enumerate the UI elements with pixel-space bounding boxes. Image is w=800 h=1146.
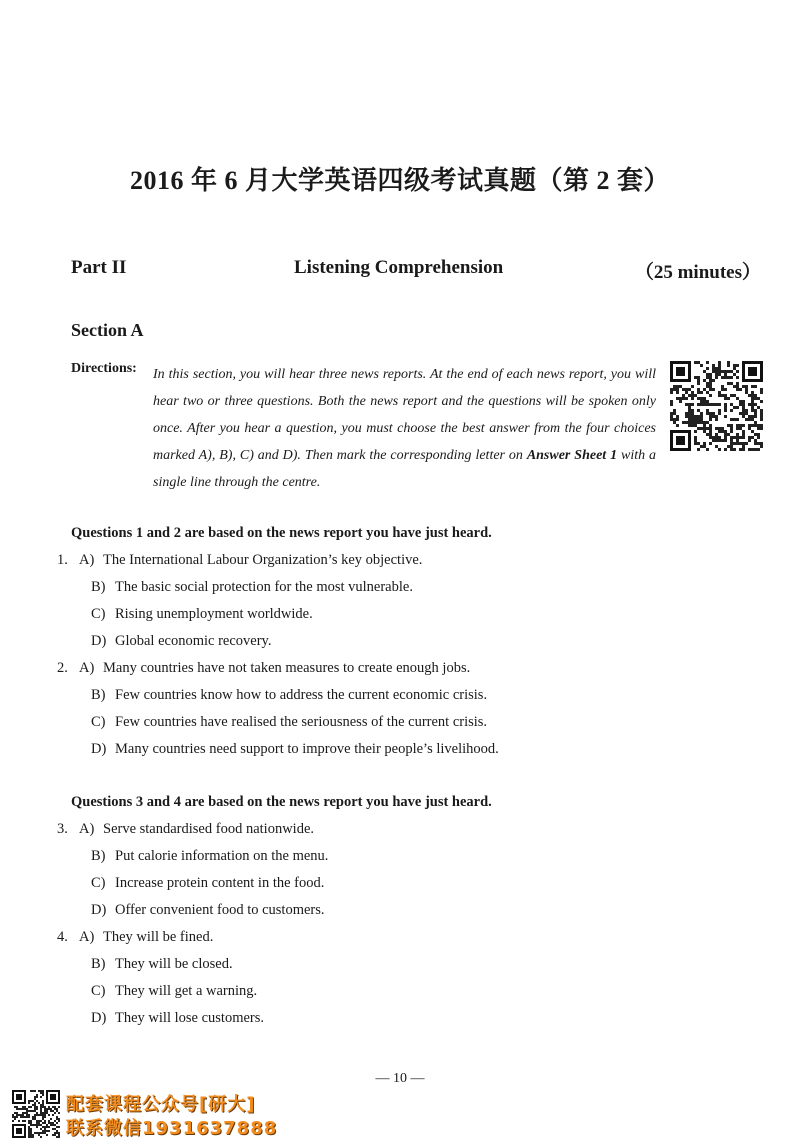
option-letter: D) — [91, 741, 107, 757]
option-text: They will get a warning. — [115, 983, 258, 999]
question-number: 4. — [57, 929, 68, 945]
question-number: 2. — [57, 660, 68, 676]
option-text: They will lose customers. — [115, 1010, 265, 1026]
directions-text-end: with a single line through the centre. — [153, 448, 656, 490]
question-option-3c — [71, 870, 731, 897]
question-option-1c — [71, 601, 731, 628]
option-text: Serve standardised food nationwide. — [103, 821, 315, 837]
watermark-line-2: 联系微信1931637888 — [66, 1118, 278, 1139]
question-option-2b — [71, 682, 731, 709]
option-text: Many countries need support to improve their people’s livelihood. — [115, 741, 499, 757]
option-text: Put calorie information on the menu. — [115, 848, 329, 864]
option-text: The basic social protection for the most vulnerable. — [115, 579, 413, 595]
option-letter: C) — [91, 714, 106, 730]
question-option-4a — [57, 924, 731, 951]
page-number: — 10 — — [375, 1071, 425, 1086]
option-letter: C) — [91, 875, 106, 891]
option-text: Many countries have not taken measures to create enough jobs. — [103, 660, 471, 676]
question-option-1d — [71, 628, 731, 655]
directions-block — [71, 361, 656, 496]
qr-code-icon — [670, 361, 765, 451]
option-letter: A) — [79, 821, 95, 837]
option-letter: B) — [91, 579, 106, 595]
question-1 — [57, 547, 731, 655]
section-heading: Section A — [71, 320, 144, 340]
question-option-3b — [71, 843, 731, 870]
option-text: Rising unemployment worldwide. — [115, 606, 313, 622]
question-option-2a — [57, 655, 731, 682]
question-group-heading: Questions 3 and 4 are based on the news report you have just heard. — [71, 794, 492, 810]
option-letter: B) — [91, 687, 106, 703]
option-letter: C) — [91, 606, 106, 622]
option-letter: D) — [91, 902, 107, 918]
option-text: Few countries know how to address the current economic crisis. — [115, 687, 488, 703]
page-title: 2016 年 6 月大学英语四级考试真题（第 2 套） — [129, 166, 670, 195]
question-3 — [57, 816, 731, 924]
question-4 — [57, 924, 731, 1032]
part-label: Part II — [71, 257, 127, 278]
directions-label: Directions: — [71, 361, 137, 376]
question-number: 1. — [57, 552, 68, 568]
question-option-3a — [57, 816, 731, 843]
question-option-4b — [71, 951, 731, 978]
option-text: The International Labour Organization’s key objective. — [103, 552, 423, 568]
watermark — [12, 1090, 312, 1140]
option-letter: D) — [91, 1010, 107, 1026]
question-option-1b — [71, 574, 731, 601]
question-group-1 — [57, 520, 731, 763]
option-letter: B) — [91, 956, 106, 972]
option-letter: A) — [79, 929, 95, 945]
part-header — [71, 257, 761, 287]
option-letter: B) — [91, 848, 106, 864]
watermark-line-1: 配套课程公众号[研大] — [66, 1094, 256, 1115]
question-group-2 — [57, 789, 731, 1032]
answer-sheet-reference: Answer Sheet 1 — [526, 448, 618, 463]
option-text: Increase protein content in the food. — [115, 875, 325, 891]
option-text: Global economic recovery. — [115, 633, 272, 649]
question-option-4d — [71, 1005, 731, 1032]
directions-text — [153, 361, 656, 496]
part-title: Listening Comprehension — [294, 257, 504, 278]
option-text: Offer convenient food to customers. — [115, 902, 325, 918]
question-option-4c — [71, 978, 731, 1005]
question-2 — [57, 655, 731, 763]
question-option-3d — [71, 897, 731, 924]
question-number: 3. — [57, 821, 68, 837]
option-letter: C) — [91, 983, 106, 999]
question-group-heading: Questions 1 and 2 are based on the news report you have just heard. — [71, 525, 492, 541]
option-text: They will be closed. — [115, 956, 233, 972]
option-text: Few countries have realised the seriousness of the current crisis. — [115, 714, 488, 730]
directions-text-main: In this section, you will hear three news reports. At the end of each news report, you will hear two or three questions. Both the news report and the questions will be spoken only once. After you hear a question, you must choose the best answer from the four choices marked A), B), C) and D). Then mark the corresponding letter on — [153, 367, 656, 463]
option-text: They will be fined. — [103, 929, 214, 945]
part-time: （25 minutes） — [634, 262, 761, 283]
watermark-qr-icon — [12, 1090, 60, 1138]
option-letter: A) — [79, 660, 95, 676]
option-letter: A) — [79, 552, 95, 568]
question-option-2d — [71, 736, 731, 763]
question-option-2c — [71, 709, 731, 736]
option-letter: D) — [91, 633, 107, 649]
question-option-1a — [57, 547, 731, 574]
